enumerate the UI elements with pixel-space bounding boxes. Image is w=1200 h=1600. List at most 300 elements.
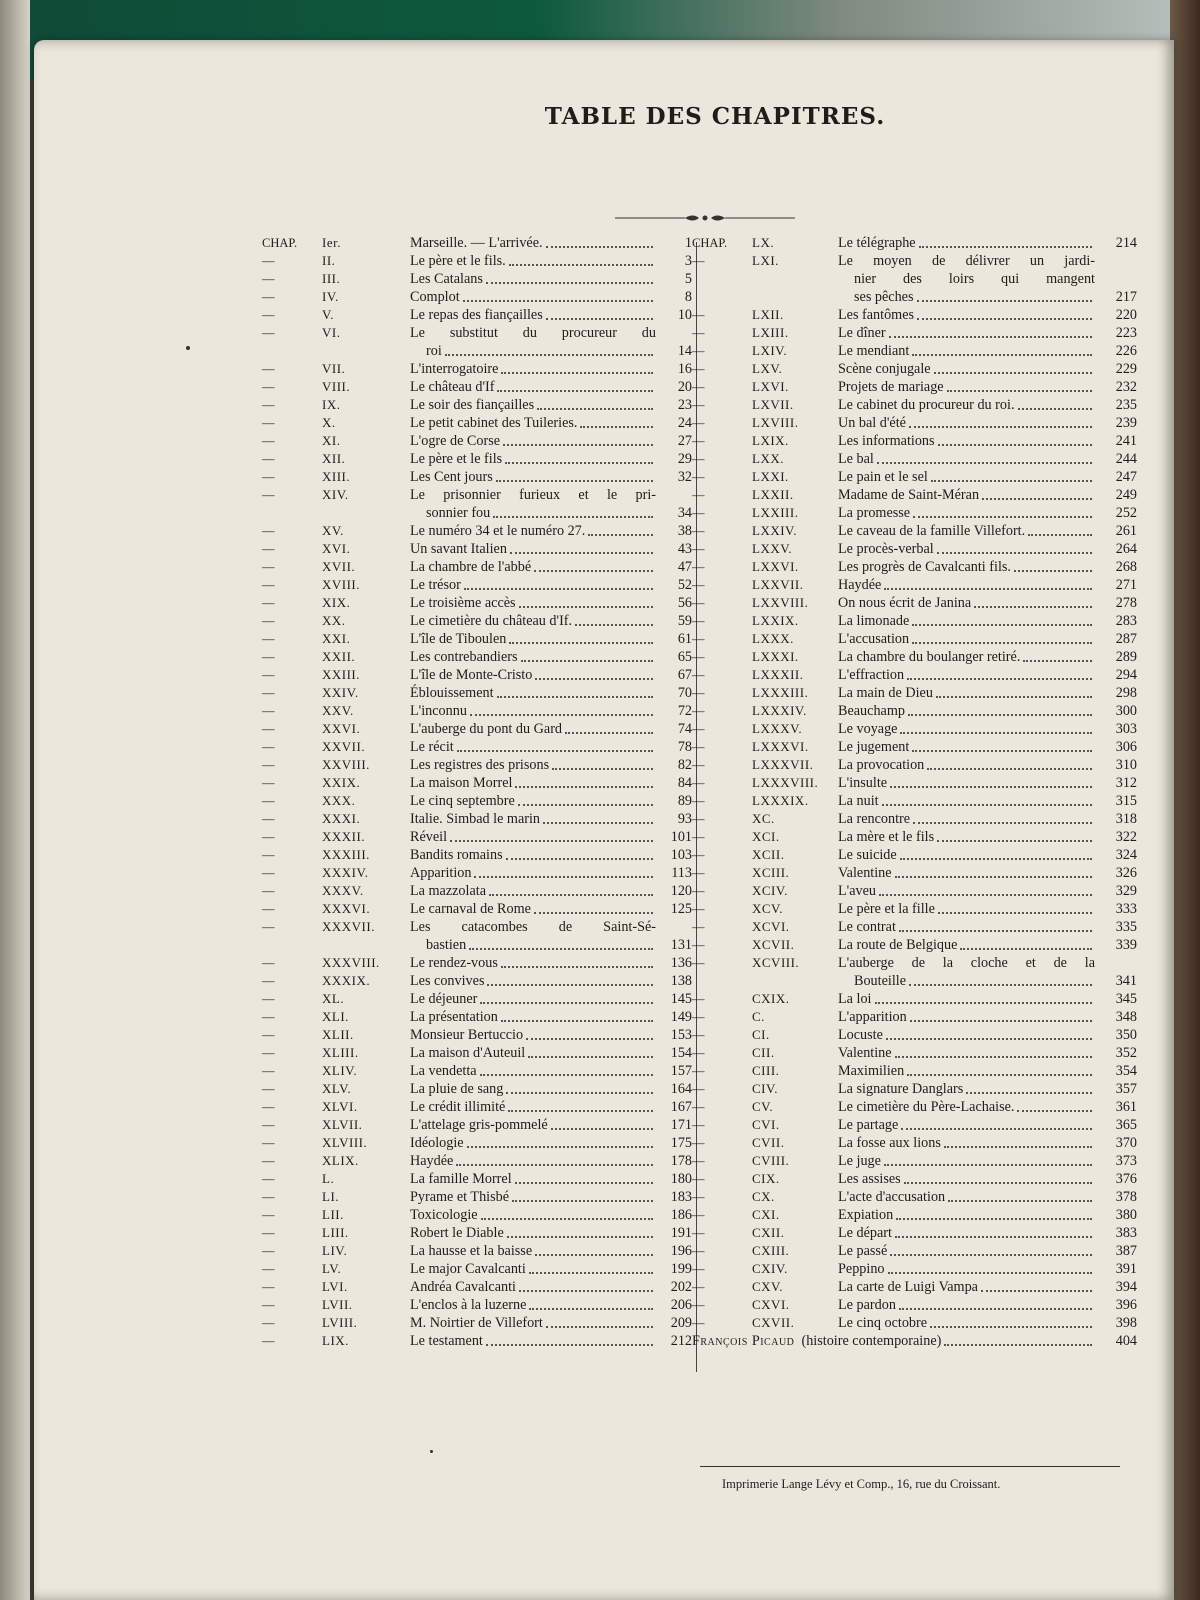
chapter-title-last-line xyxy=(838,234,1095,252)
chapter-number: XXXVIII. xyxy=(322,955,380,970)
chapter-title-text: Robert le Diable xyxy=(410,1225,504,1241)
toc-final-entry xyxy=(692,1332,1137,1350)
chapter-number: XLI. xyxy=(322,1009,349,1024)
chapter-title-last-line xyxy=(410,666,656,684)
chapter-title-text: Les progrès de Cavalcanti fils. xyxy=(838,559,1011,575)
chapter-prefix: — xyxy=(262,452,275,466)
chapter-title-text: Le numéro 34 et le numéro 27. xyxy=(410,523,586,539)
chapter-prefix: — xyxy=(262,326,275,340)
chapter-title-text: L'île de Monte-Cristo xyxy=(410,667,533,683)
chapter-title-text: Le récit xyxy=(410,739,454,755)
dot-leader xyxy=(469,948,653,950)
dot-leader xyxy=(907,1074,1092,1076)
toc-entry xyxy=(262,234,692,252)
dot-leader xyxy=(899,930,1092,932)
chapter-number: XLIII. xyxy=(322,1045,359,1060)
chapter-prefix: — xyxy=(692,1118,705,1132)
chapter-prefix: — xyxy=(692,902,705,916)
chapter-title xyxy=(838,936,1095,954)
chapter-prefix: — xyxy=(692,1028,705,1042)
chapter-number: CIX. xyxy=(752,1171,780,1186)
chapter-title-text: Madame de Saint-Méran xyxy=(838,487,980,503)
chapter-prefix: — xyxy=(692,524,705,538)
chapter-title xyxy=(410,720,656,738)
dot-leader xyxy=(546,318,653,320)
chapter-title-text: Le petit cabinet des Tuileries. xyxy=(410,415,578,431)
chapter-title-text: Le père et le fils xyxy=(410,451,503,467)
dot-leader xyxy=(515,786,653,788)
chapter-prefix: — xyxy=(262,650,275,664)
chapter-title-text: ses pêches xyxy=(854,289,914,305)
chapter-title xyxy=(838,864,1095,882)
page-number: 335 xyxy=(1115,919,1137,935)
chapter-title-text: La chambre de l'abbé xyxy=(410,559,532,575)
chapter-title xyxy=(838,738,1095,756)
chapter-prefix: — xyxy=(692,398,705,412)
page-number: 300 xyxy=(1115,703,1137,719)
toc-entry xyxy=(692,828,1137,846)
toc-entry xyxy=(692,936,1137,954)
toc-entry xyxy=(692,468,1137,486)
chapter-title-last-line xyxy=(410,864,656,882)
toc-entry xyxy=(692,792,1137,810)
toc-entry xyxy=(262,828,692,846)
chapter-number: XVII. xyxy=(322,559,356,574)
dot-leader xyxy=(537,408,653,410)
dot-leader xyxy=(908,714,1092,716)
chapter-title-last-line xyxy=(410,234,656,252)
chapter-title-text: L'attelage gris-pommelé xyxy=(410,1117,548,1133)
chapter-number: CXI. xyxy=(752,1207,780,1222)
dot-leader xyxy=(496,480,653,482)
chapter-title xyxy=(838,666,1095,684)
page-number: 93 xyxy=(677,811,692,827)
chapter-title xyxy=(410,810,656,828)
chapter-title xyxy=(410,918,656,954)
page-number: 404 xyxy=(1115,1333,1137,1349)
toc-entry xyxy=(262,774,692,792)
chapter-title-text: Réveil xyxy=(410,829,448,845)
toc-entry xyxy=(692,252,1137,306)
dot-leader xyxy=(493,516,653,518)
chapter-number: XXXVI. xyxy=(322,901,371,916)
chapter-title-text: Le mendiant xyxy=(838,343,910,359)
chapter-title xyxy=(838,576,1095,594)
page-number: 8 xyxy=(684,289,692,305)
dot-leader xyxy=(934,372,1092,374)
page-number: 47 xyxy=(677,559,692,575)
dot-leader xyxy=(503,444,653,446)
chapter-prefix: — xyxy=(262,1190,275,1204)
toc-entry xyxy=(262,720,692,738)
page-number: 232 xyxy=(1115,379,1137,395)
chapter-title-text: Peppino xyxy=(838,1261,885,1277)
page-number: 226 xyxy=(1115,343,1137,359)
toc-entry xyxy=(262,1152,692,1170)
dot-leader xyxy=(877,462,1092,464)
chapter-title-last-line xyxy=(838,324,1095,342)
page-number: 1 xyxy=(684,235,692,251)
dot-leader xyxy=(509,642,653,644)
chapter-prefix: — xyxy=(692,1208,705,1222)
chapter-number: CXIII. xyxy=(752,1243,790,1258)
dot-leader xyxy=(896,1218,1092,1220)
dot-leader xyxy=(895,876,1092,878)
page-number: 348 xyxy=(1115,1009,1137,1025)
chapter-title-last-line xyxy=(410,378,656,396)
chapter-number: LIII. xyxy=(322,1225,349,1240)
dot-leader xyxy=(521,660,653,662)
chapter-title-text: Le carnaval de Rome xyxy=(410,901,531,917)
chapter-title-last-line xyxy=(838,756,1095,774)
chapter-title-line: L'auberge de la cloche et de la xyxy=(838,955,1095,971)
chapter-prefix: — xyxy=(262,290,275,304)
dot-leader xyxy=(931,480,1092,482)
chapter-title xyxy=(410,954,656,972)
chapter-title-text: Le père et le fils. xyxy=(410,253,506,269)
toc-entry xyxy=(262,1296,692,1314)
page-number: 78 xyxy=(677,739,692,755)
chapter-title-last-line xyxy=(838,558,1095,576)
chapter-prefix: — xyxy=(262,560,275,574)
chapter-title-text: Les fantômes xyxy=(838,307,915,323)
toc-entry xyxy=(262,540,692,558)
chapter-prefix: — xyxy=(692,452,705,466)
chapter-number: XLV. xyxy=(322,1081,352,1096)
chapter-number: XXXI. xyxy=(322,811,361,826)
chapter-title-last-line xyxy=(838,918,1095,936)
chapter-title-text: Le cinq octobre xyxy=(838,1315,928,1331)
toc-entry xyxy=(262,450,692,468)
page-number: 283 xyxy=(1115,613,1137,629)
page-number: 241 xyxy=(1115,433,1137,449)
chapter-title-text: La mère et le fils xyxy=(838,829,935,845)
chapter-number: XXIII. xyxy=(322,667,361,682)
toc-entry xyxy=(262,1170,692,1188)
chapter-title xyxy=(838,252,1095,306)
toc-entry xyxy=(692,360,1137,378)
chapter-title xyxy=(410,378,656,396)
chapter-title-last-line xyxy=(410,774,656,792)
chapter-number: C. xyxy=(752,1009,765,1024)
dot-leader xyxy=(463,300,653,302)
page-number: 145 xyxy=(670,991,692,1007)
chapter-title-last-line xyxy=(410,1206,656,1224)
chapter-title xyxy=(838,828,1095,846)
chapter-number: XLVII. xyxy=(322,1117,363,1132)
dot-leader xyxy=(487,984,653,986)
chapter-title xyxy=(410,738,656,756)
chapter-title xyxy=(838,792,1095,810)
dot-leader xyxy=(901,1128,1092,1130)
page-number: 212 xyxy=(670,1333,692,1349)
chapter-prefix: — xyxy=(692,1100,705,1114)
chapter-title-last-line xyxy=(838,1152,1095,1170)
page-number: 167 xyxy=(670,1099,692,1115)
toc-entry xyxy=(262,1206,692,1224)
chapter-title-last-line xyxy=(410,1278,656,1296)
chapter-title-last-line xyxy=(838,414,1095,432)
chapter-title-last-line xyxy=(410,1314,656,1332)
page-number: 244 xyxy=(1115,451,1137,467)
chapter-title-last-line xyxy=(410,414,656,432)
page-number: 352 xyxy=(1115,1045,1137,1061)
chapter-title-last-line xyxy=(838,378,1095,396)
chapter-title-last-line xyxy=(410,576,656,594)
chapter-title-last-line xyxy=(410,306,656,324)
chapter-title-last-line xyxy=(838,1008,1095,1026)
page-number: 157 xyxy=(670,1063,692,1079)
page-number: 82 xyxy=(677,757,692,773)
toc-entry xyxy=(692,810,1137,828)
paper-speck xyxy=(430,1450,433,1453)
chapter-title-text: Le cimetière du Père-Lachaise. xyxy=(838,1099,1015,1115)
chapter-title-last-line xyxy=(410,450,656,468)
chapter-prefix: — xyxy=(692,1010,705,1024)
chapter-number: CXVI. xyxy=(752,1297,790,1312)
chapter-number: IV. xyxy=(322,289,339,304)
chapter-number: LXXII. xyxy=(752,487,794,502)
chapter-prefix: — xyxy=(692,812,705,826)
toc-entry xyxy=(262,1278,692,1296)
toc-entry xyxy=(262,360,692,378)
toc-entry xyxy=(692,558,1137,576)
dot-leader xyxy=(510,552,653,554)
chapter-number: LXXXVII. xyxy=(752,757,814,772)
chapter-title-last-line xyxy=(410,1170,656,1188)
toc-entry xyxy=(692,540,1137,558)
chapter-title xyxy=(410,1260,656,1278)
toc-entry xyxy=(262,756,692,774)
chapter-title-last-line xyxy=(838,882,1095,900)
page-number: 171 xyxy=(670,1117,692,1133)
chapter-number: XL. xyxy=(322,991,345,1006)
chapter-prefix: — xyxy=(262,1136,275,1150)
dot-leader xyxy=(944,1146,1092,1148)
page-title: TABLE DES CHAPITRES. xyxy=(544,103,886,130)
page-number: 249 xyxy=(1115,487,1137,503)
chapter-title-text: La maison d'Auteuil xyxy=(410,1045,526,1061)
chapter-title-last-line xyxy=(410,936,656,954)
chapter-title xyxy=(410,360,656,378)
chapter-title-last-line xyxy=(410,432,656,450)
chapter-title-text: La famille Morrel xyxy=(410,1171,512,1187)
toc-entry xyxy=(692,1116,1137,1134)
chapter-title xyxy=(410,684,656,702)
chapter-prefix: — xyxy=(692,254,705,268)
footer-rule xyxy=(700,1466,1120,1467)
toc-entry xyxy=(262,1044,692,1062)
dot-leader xyxy=(509,264,653,266)
page-number: 264 xyxy=(1115,541,1137,557)
page-number: 387 xyxy=(1115,1243,1137,1259)
page-number: 376 xyxy=(1115,1171,1137,1187)
toc-entry xyxy=(262,486,692,522)
chapter-title-last-line xyxy=(838,1188,1095,1206)
toc-entry xyxy=(262,954,692,972)
chapter-title-text: Le pardon xyxy=(838,1297,896,1313)
chapter-title xyxy=(410,846,656,864)
chapter-title-last-line xyxy=(410,288,656,306)
chapter-title-text: Le rendez-vous xyxy=(410,955,498,971)
page-number: 298 xyxy=(1115,685,1137,701)
chapter-title-last-line xyxy=(838,594,1095,612)
chapter-title xyxy=(838,1116,1095,1134)
toc-entry xyxy=(262,558,692,576)
chapter-number: XXVI. xyxy=(322,721,361,736)
chapter-prefix: — xyxy=(262,1226,275,1240)
chapter-title-last-line xyxy=(410,1134,656,1152)
chapter-prefix: — xyxy=(692,326,705,340)
chapter-title xyxy=(838,720,1095,738)
chapter-title-text: Le trésor xyxy=(410,577,461,593)
dot-leader xyxy=(546,1326,653,1328)
toc-entry xyxy=(692,324,1137,342)
chapter-prefix: — xyxy=(262,884,275,898)
chapter-prefix: — xyxy=(262,794,275,808)
chapter-title-line: Les catacombes de Saint-Sé- xyxy=(410,919,656,935)
chapter-title xyxy=(838,900,1095,918)
chapter-number: CXII. xyxy=(752,1225,785,1240)
page-number: 136 xyxy=(670,955,692,971)
page-number: 370 xyxy=(1115,1135,1137,1151)
chapter-prefix: — xyxy=(262,596,275,610)
chapter-title-text: L'insulte xyxy=(838,775,888,791)
chapter-title-text: L'apparition xyxy=(838,1009,907,1025)
page-number: 380 xyxy=(1115,1207,1137,1223)
chapter-number: XLVIII. xyxy=(322,1135,368,1150)
dot-leader xyxy=(543,822,653,824)
chapter-title-text: Le père et la fille xyxy=(838,901,935,917)
page-number: 65 xyxy=(677,649,692,665)
toc-entry xyxy=(262,810,692,828)
chapter-title xyxy=(410,1062,656,1080)
page-number: 378 xyxy=(1115,1189,1137,1205)
chapter-title xyxy=(838,1260,1095,1278)
toc-entry xyxy=(262,846,692,864)
dot-leader xyxy=(1028,534,1092,536)
dot-leader xyxy=(879,894,1092,896)
dot-leader xyxy=(464,588,653,590)
chapter-prefix: — xyxy=(262,416,275,430)
page-number: 287 xyxy=(1115,631,1137,647)
chapter-title xyxy=(410,1134,656,1152)
chapter-title xyxy=(410,1224,656,1242)
toc-entry xyxy=(692,612,1137,630)
chapter-title xyxy=(410,486,656,522)
chapter-title-last-line xyxy=(410,1080,656,1098)
page-number: 164 xyxy=(670,1081,692,1097)
toc-entry xyxy=(692,1260,1137,1278)
toc-entry xyxy=(262,1062,692,1080)
chapter-number: LXXX. xyxy=(752,631,794,646)
chapter-title-text: Un bal d'été xyxy=(838,415,906,431)
chapter-number: CV. xyxy=(752,1099,774,1114)
chapter-prefix: — xyxy=(262,1208,275,1222)
toc-entry xyxy=(692,594,1137,612)
chapter-prefix: — xyxy=(262,398,275,412)
chapter-title-text: Le voyage xyxy=(838,721,898,737)
chapter-title-text: L'aveu xyxy=(838,883,877,899)
chapter-number: VI. xyxy=(322,325,341,340)
chapter-prefix: — xyxy=(262,974,275,988)
toc-entry xyxy=(262,1314,692,1332)
page-number: 202 xyxy=(670,1279,692,1295)
chapter-prefix: — xyxy=(692,1064,705,1078)
toc-entry xyxy=(262,612,692,630)
chapter-title-last-line xyxy=(410,396,656,414)
chapter-title-text: Expiation xyxy=(838,1207,894,1223)
page-number: 27 xyxy=(677,433,692,449)
chapter-number: LXXI. xyxy=(752,469,789,484)
chapter-title-text: Un savant Italien xyxy=(410,541,507,557)
chapter-title-text: sonnier fou xyxy=(426,505,491,521)
chapter-title-text: Le cinq septembre xyxy=(410,793,515,809)
chapter-title-text: Les Catalans xyxy=(410,271,483,287)
chapter-prefix: — xyxy=(262,956,275,970)
chapter-prefix: — xyxy=(262,668,275,682)
chapter-title-last-line xyxy=(838,360,1095,378)
page-number: 365 xyxy=(1115,1117,1137,1133)
chapter-title-last-line xyxy=(410,702,656,720)
chapter-title xyxy=(410,558,656,576)
chapter-prefix: — xyxy=(692,722,705,736)
chapter-title xyxy=(838,414,1095,432)
chapter-prefix: — xyxy=(692,632,705,646)
dot-leader xyxy=(875,1002,1093,1004)
chapter-number: LXXXI. xyxy=(752,649,799,664)
chapter-title-text: Italie. Simbad le marin xyxy=(410,811,541,827)
toc-entry xyxy=(692,576,1137,594)
chapter-title-text: La carte de Luigi Vampa xyxy=(838,1279,978,1295)
chapter-title-last-line xyxy=(838,774,1095,792)
chapter-title-text: Idéologie xyxy=(410,1135,464,1151)
dot-leader xyxy=(930,1326,1092,1328)
dot-leader xyxy=(480,1002,653,1004)
chapter-prefix: — xyxy=(262,1262,275,1276)
page-number: 10 xyxy=(677,307,692,323)
chapter-title-last-line xyxy=(838,1242,1095,1260)
chapter-number: LXXV. xyxy=(752,541,793,556)
chapter-number: CVIII. xyxy=(752,1153,790,1168)
chapter-prefix: — xyxy=(262,1064,275,1078)
page-number: 59 xyxy=(677,613,692,629)
chapter-title-last-line xyxy=(410,684,656,702)
chapter-title-text: Haydée xyxy=(410,1153,454,1169)
dot-leader xyxy=(486,1344,653,1346)
chapter-prefix: — xyxy=(262,1028,275,1042)
chapter-title-last-line xyxy=(838,306,1095,324)
chapter-title-last-line xyxy=(838,1224,1095,1242)
dot-leader xyxy=(580,426,653,428)
toc-entry xyxy=(692,954,1137,990)
chapter-title xyxy=(410,702,656,720)
page-number: 396 xyxy=(1115,1297,1137,1313)
toc-entry xyxy=(262,396,692,414)
dot-leader xyxy=(526,1038,653,1040)
chapter-number: XXVIII. xyxy=(322,757,370,772)
chapter-prefix: — xyxy=(262,1100,275,1114)
chapter-prefix: — xyxy=(692,650,705,664)
toc-entry xyxy=(692,756,1137,774)
chapter-title-line: Le moyen de délivrer un jardi- xyxy=(838,253,1095,269)
chapter-title-last-line xyxy=(410,1242,656,1260)
toc-entry xyxy=(692,882,1137,900)
toc-entry xyxy=(262,702,692,720)
chapter-title-last-line xyxy=(838,864,1095,882)
dot-leader xyxy=(948,1200,1092,1202)
chapter-number: CXIX. xyxy=(752,991,790,1006)
